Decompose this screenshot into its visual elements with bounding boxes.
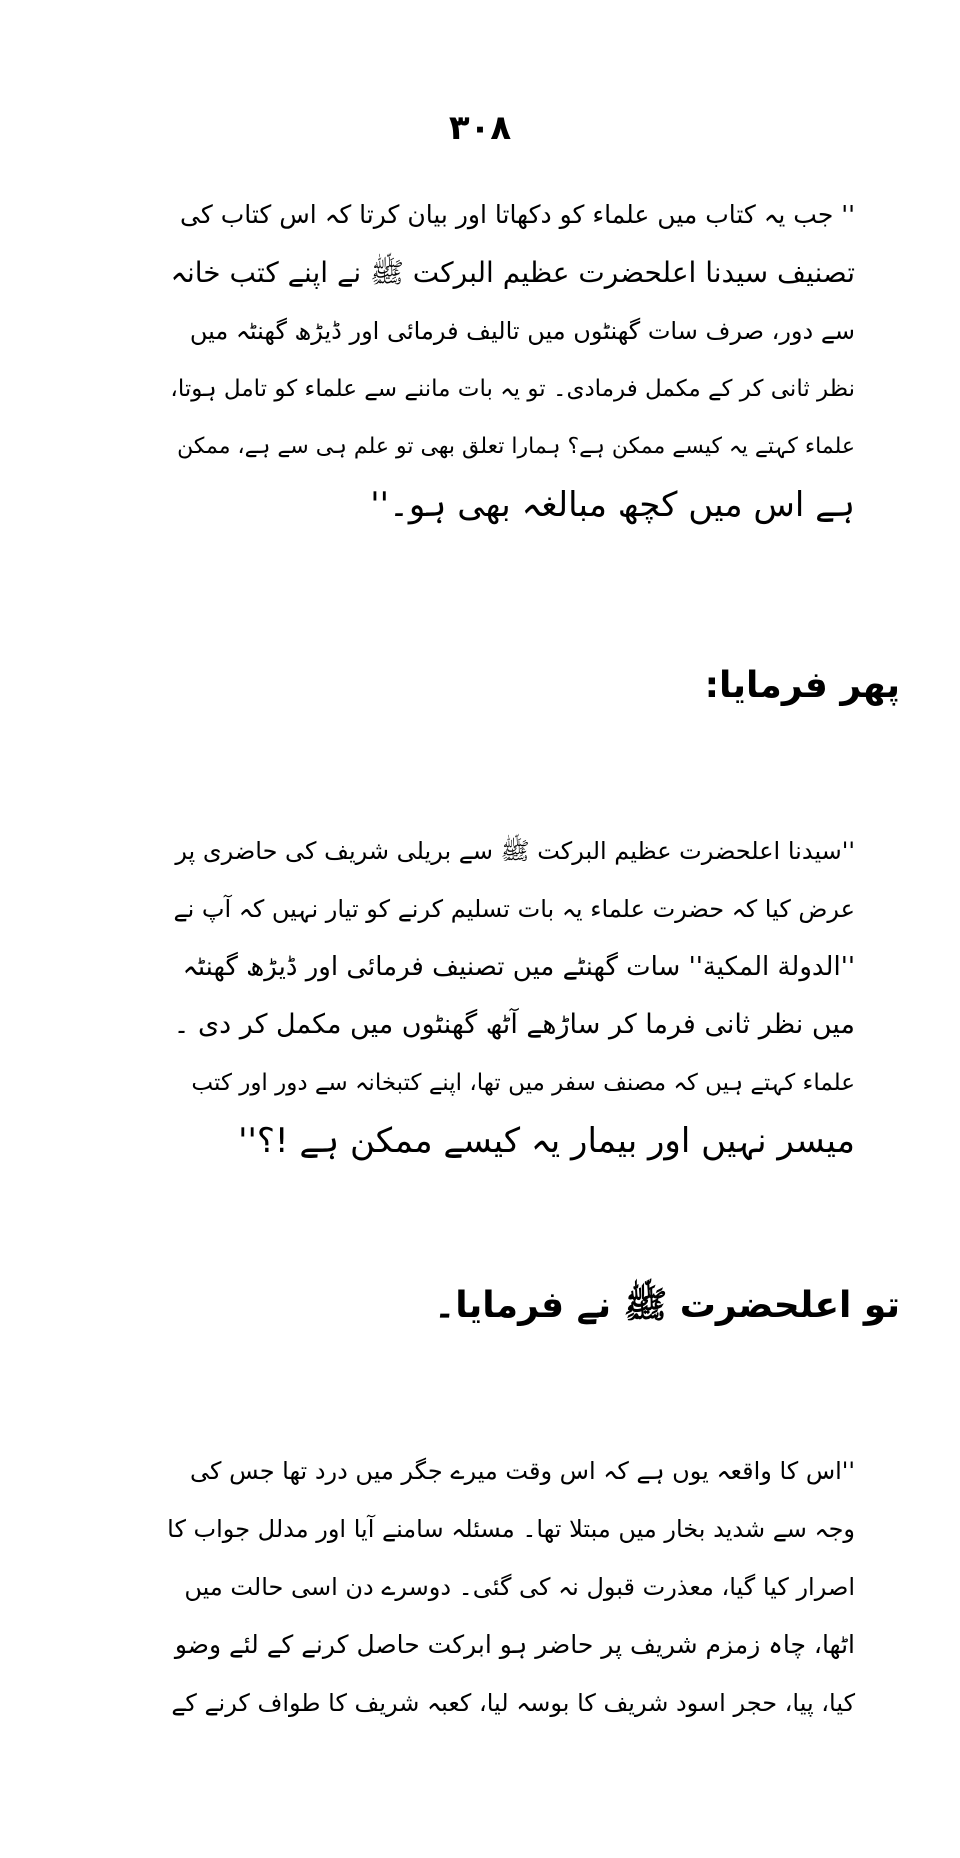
text-line: میں نظر ثانی فرما کر ساڑھے آٹھ گھنٹوں میں مکمل کر دی ۔ xyxy=(173,1009,855,1040)
text-line: کیا، پیا، حجر اسود شریف کا بوسہ لیا، کعبہ شریف کا طواف کرنے کے xyxy=(171,1689,855,1717)
text-line: علماء کہتے یہ کیسے ممکن ہے؟ ہمارا تعلق بھی تو علم ہی سے ہے، ممکن xyxy=(177,434,855,459)
text-line: ہے اس میں کچھ مبالغہ بھی ہو۔'' xyxy=(370,485,855,525)
text-line: سے دور، صرف سات گھنٹوں میں تالیف فرمائی اور ڈیڑھ گھنٹہ میں xyxy=(189,317,855,345)
quote-paragraph-3 xyxy=(165,1442,855,1732)
text-line: ''سیدنا اعلحضرت عظیم البرکت ﷺ سے بریلی شریف کی حاضری پر xyxy=(175,837,855,865)
section-heading-2: تو اعلحضرت ﷺ نے فرمایا۔ xyxy=(434,1285,900,1326)
page-number: ۳۰۸ xyxy=(448,108,512,148)
text-line: ''الدولة المکیة'' سات گھنٹے میں تصنیف فرمائی اور ڈیڑھ گھنٹہ xyxy=(182,952,855,982)
text-line: '' جب یہ کتاب میں علماء کو دکھاتا اور بیان کرتا کہ اس کتاب کی xyxy=(180,200,855,229)
text-line: وجہ سے شدید بخار میں مبتلا تھا۔ مسئلہ سامنے آیا اور مدلل جواب کا xyxy=(167,1515,855,1543)
text-line: تصنیف سیدنا اعلحضرت عظیم البرکت ﷺ نے اپنے کتب خانہ xyxy=(170,256,855,289)
text-line: اٹھا، چاہ زمزم شریف پر حاضر ہو ابرکت حاصل کرنے کے لئے وضو xyxy=(174,1630,855,1659)
text-line: علماء کہتے ہیں کہ مصنف سفر میں تھا، اپنے کتبخانہ سے دور اور کتب xyxy=(191,1070,855,1096)
text-line: میسر نہیں اور بیمار یہ کیسے ممکن ہے !؟'' xyxy=(238,1121,855,1161)
quote-paragraph-1 xyxy=(165,186,855,534)
quote-paragraph-2 xyxy=(165,822,855,1170)
text-line: نظر ثانی کر کے مکمل فرمادی۔ تو یہ بات ماننے سے علماء کو تامل ہوتا، xyxy=(170,376,855,402)
text-line: ''اس کا واقعہ یوں ہے کہ اس وقت میرے جگر میں درد تھا جس کی xyxy=(190,1457,855,1485)
text-line: اصرار کیا گیا، معذرت قبول نہ کی گئی۔ دوسرے دن اسی حالت میں xyxy=(184,1573,855,1601)
section-heading-1: پھر فرمایا: xyxy=(704,665,900,706)
text-line: عرض کیا کہ حضرت علماء یہ بات تسلیم کرنے کو تیار نہیں کہ آپ نے xyxy=(173,895,855,923)
